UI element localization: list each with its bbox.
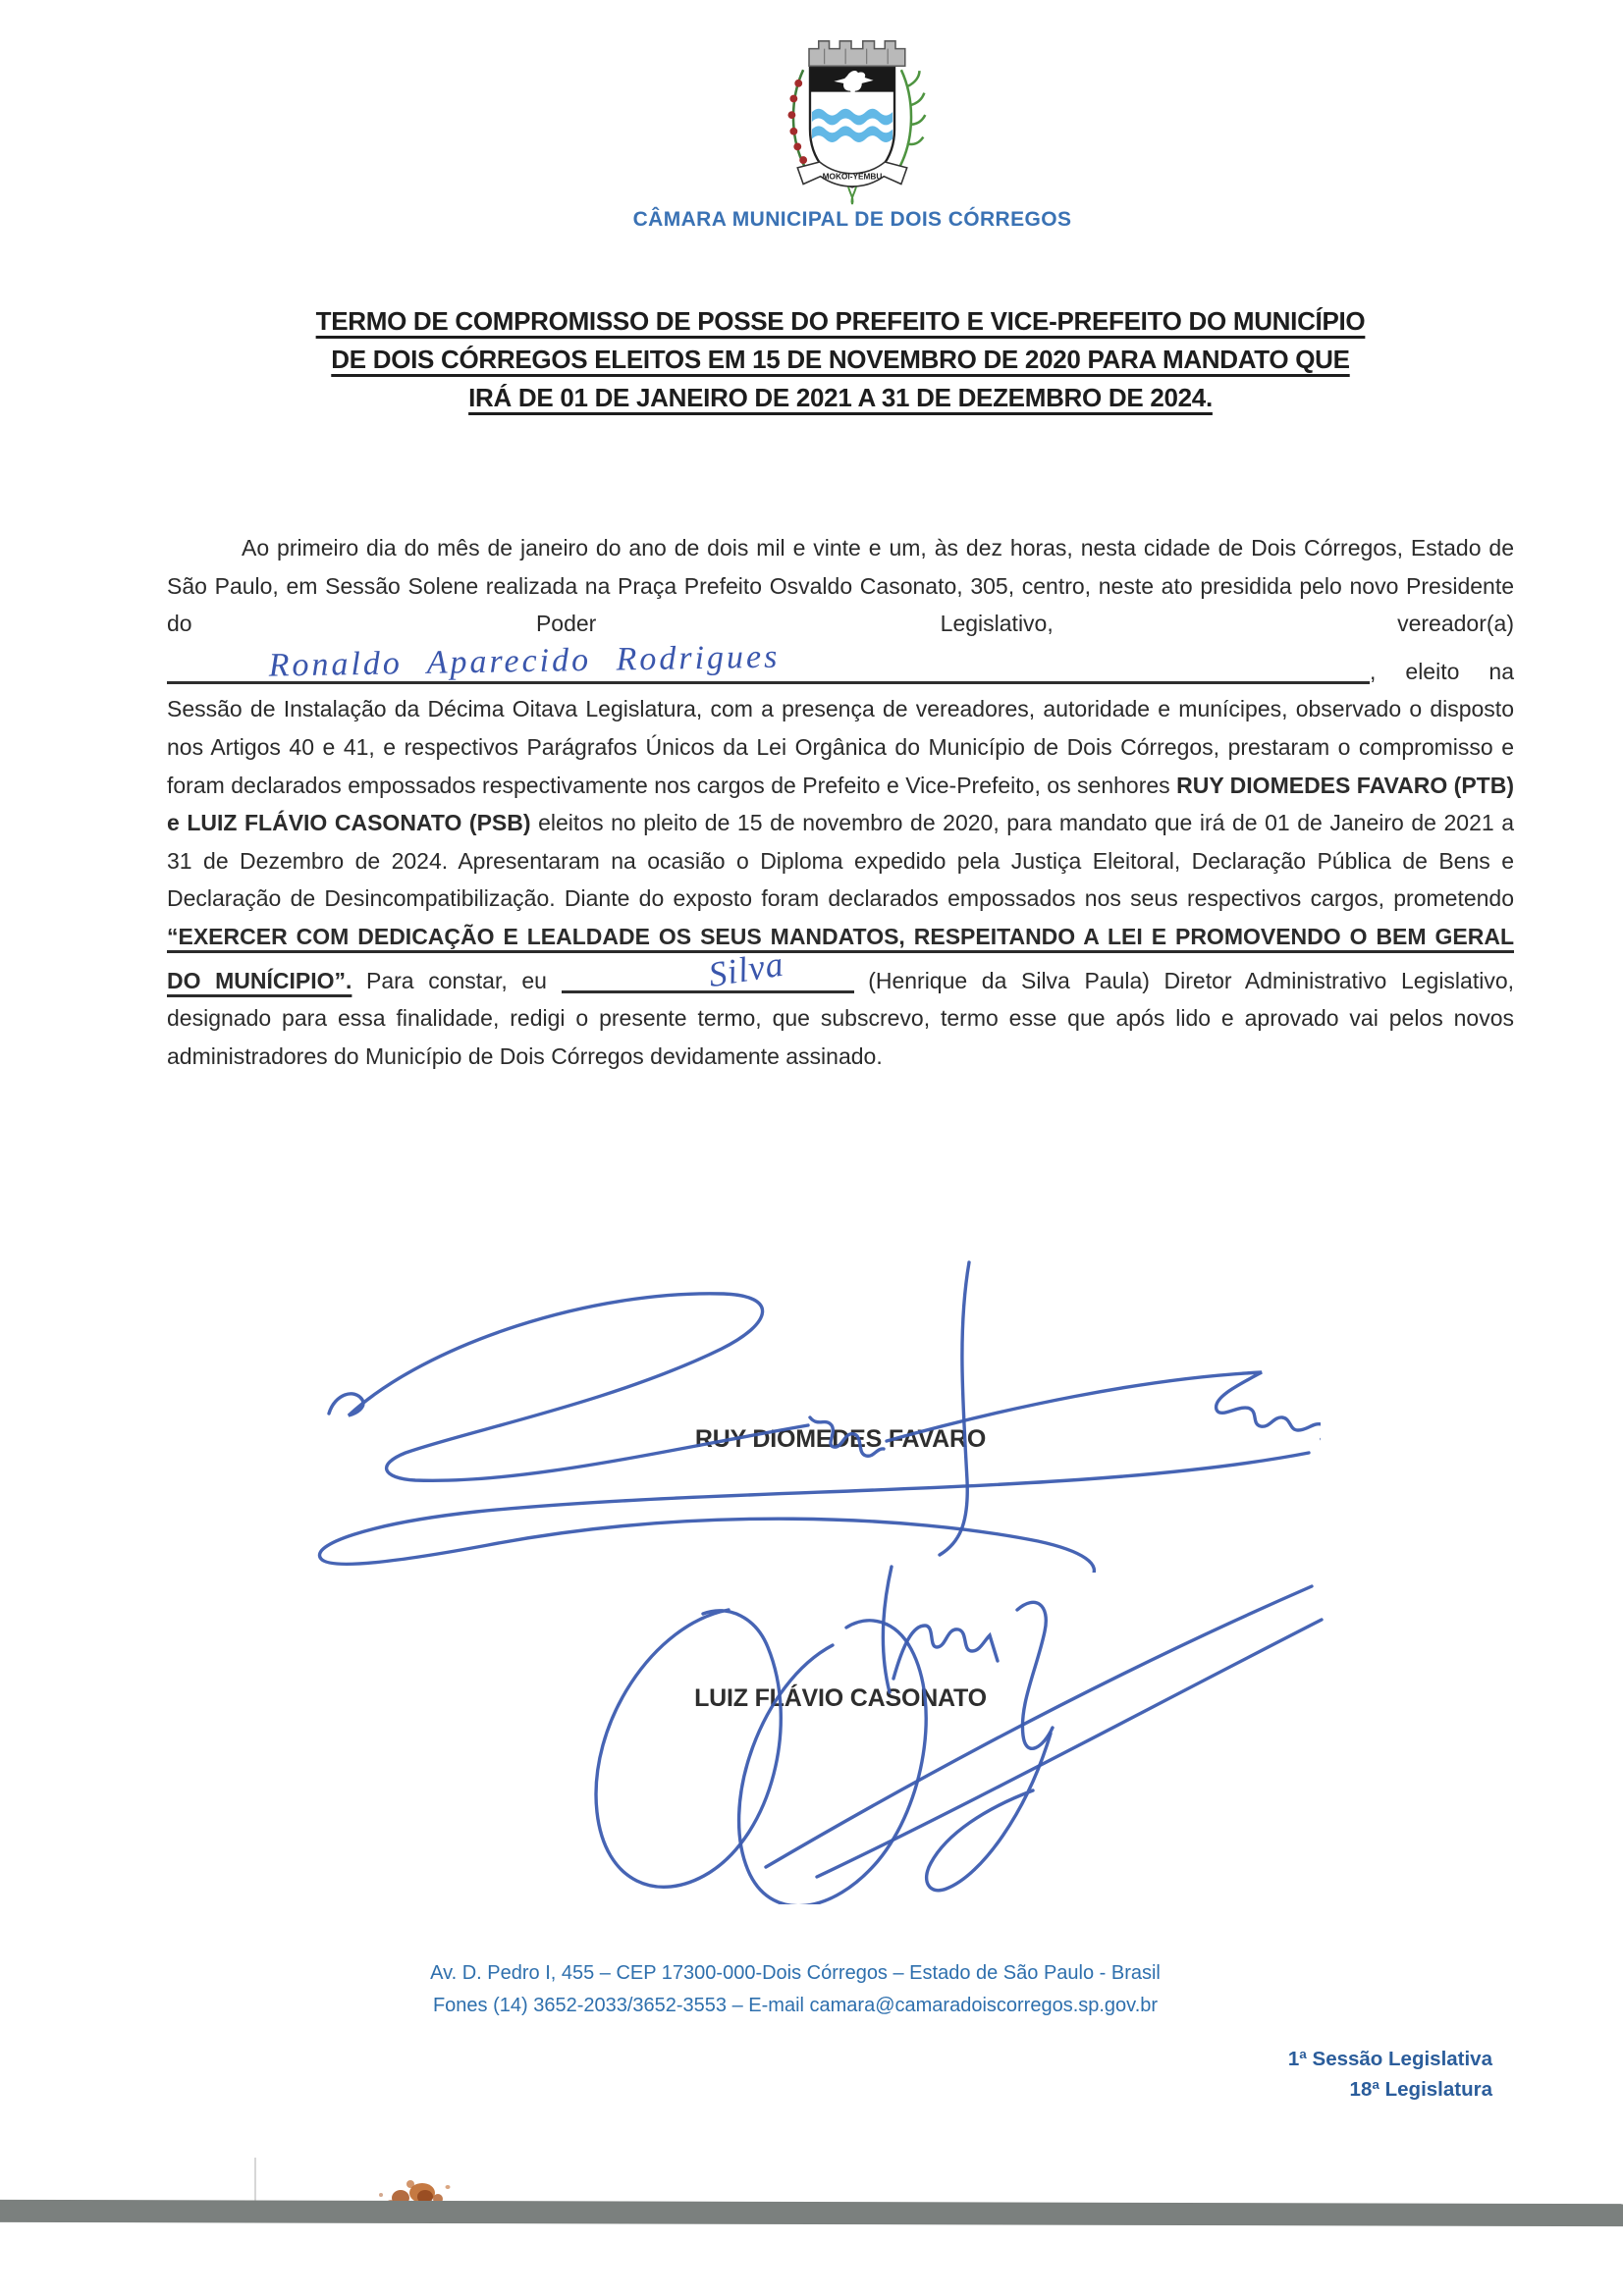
clerk-signature-blank-line — [562, 943, 854, 995]
body-segment-opening: Ao primeiro dia do mês de janeiro do ano de dois mil e vinte e um, às dez horas, nesta cidade de Dois Córregos, Estado de São Paulo, em Sessão Solene realizada na Praça Prefeito Osvaldo Casonato, 305, centro, neste ato presidida pelo novo Presidente do Poder Legislativo, vereador(a) — [167, 535, 1514, 637]
footer-contacts-line: Fones (14) 3652-2033/3652-3553 – E-mail camara@camaradoiscorregos.sp.gov.br — [432, 1995, 1159, 2016]
legislature-block — [1288, 2044, 1492, 2105]
body-segment-constar: Para constar, eu — [352, 967, 562, 993]
document-title-line3: IRÁ DE 01 DE JANEIRO DE 2021 A 31 DE DEZEMBRO DE 2024. — [468, 383, 1213, 412]
councilor-name-blank-line — [167, 638, 1370, 684]
document-title-line2: DE DOIS CÓRREGOS ELEITOS EM 15 DE NOVEMBRO DE 2020 PARA MANDATO QUE — [331, 345, 1350, 374]
body-segment-middle: eleitos no pleito de 15 de novembro de 2020, para mandato que irá de 01 de Janeiro de 2021 a 31 de Dezembro de 2024. Apresentaram na ocasião o Diploma expedido pela Justiça Eleitoral, Declaração Pública de Bens e Declaração de Desincompatibilização. Diante do exposto foram declarados empossados nos seus respectivos cargos, prometendo — [167, 810, 1514, 912]
document-body — [167, 529, 1514, 1075]
handwritten-clerk-signature: Silva — [705, 943, 786, 995]
crest-corn-stalk — [900, 70, 925, 166]
legislature-line: 18ª Legislatura — [1349, 2078, 1492, 2101]
body-segment-closing: (Henrique da Silva Paula) Diretor Administrativo Legislativo, designado para essa finalidade, redigi o presente termo, que subscrevo, termo esse que após lido e aprovado vai pelos novos administradores do Município de Dois Córregos devidamente assinado. — [167, 967, 1515, 1069]
footer-address-block — [167, 1957, 1424, 2022]
mayor-signature-flourish-icon — [280, 1249, 1321, 1573]
mayor-printed-name: RUY DIOMEDES FAVARO — [694, 1425, 987, 1453]
org-name: CÂMARA MUNICIPAL DE DOIS CÓRREGOS — [632, 208, 1072, 231]
document-title — [167, 302, 1514, 417]
handwritten-councilor-name: Ronaldo Aparecido Rodrigues — [268, 638, 781, 684]
coat-of-arms-icon — [776, 33, 929, 206]
document-title-line1: TERMO DE COMPROMISSO DE POSSE DO PREFEITO E VICE-PREFEITO DO MUNICÍPIO — [315, 306, 1366, 336]
scan-artifact-vertical-line — [254, 2158, 256, 2205]
scan-edge-bar — [0, 2200, 1623, 2226]
footer-address-line: Av. D. Pedro I, 455 – CEP 17300-000-Dois Córregos – Estado de São Paulo - Brasil — [430, 1962, 1161, 1984]
body-segment-after-blank: , eleito na Sessão de Instalação da Décima Oitava Legislatura, com a presença de vereadores, autoridade e munícipes, observado o disposto nos Artigos 40 e 41, e respectivos Parágrafos Únicos da Lei Orgânica do Município de Dois Córregos, prestaram o compromisso e foram declarados empossados respectivamente nos cargos de Prefeito e Vice-Prefeito, os senhores — [167, 658, 1514, 798]
crest-crown — [809, 41, 905, 66]
oath-quote: “EXERCER COM DEDICAÇÃO E LEALDADE OS SEUS MANDATOS, RESPEITANDO A LEI E PROMOVENDO O BEM GERAL DO MUNÍCIPIO”. — [167, 923, 1514, 993]
crest-motto: MOKOI-YEMBU — [822, 171, 883, 182]
session-line: 1ª Sessão Legislativa — [1287, 2048, 1492, 2070]
vice-mayor-printed-name: LUIZ FLÁVIO CASONATO — [694, 1684, 987, 1712]
vice-mayor-signature-flourish-icon — [471, 1551, 1335, 1904]
mayors-names-bold: RUY DIOMEDES FAVARO (PTB) e LUIZ FLÁVIO CASONATO (PSB) — [167, 772, 1514, 836]
